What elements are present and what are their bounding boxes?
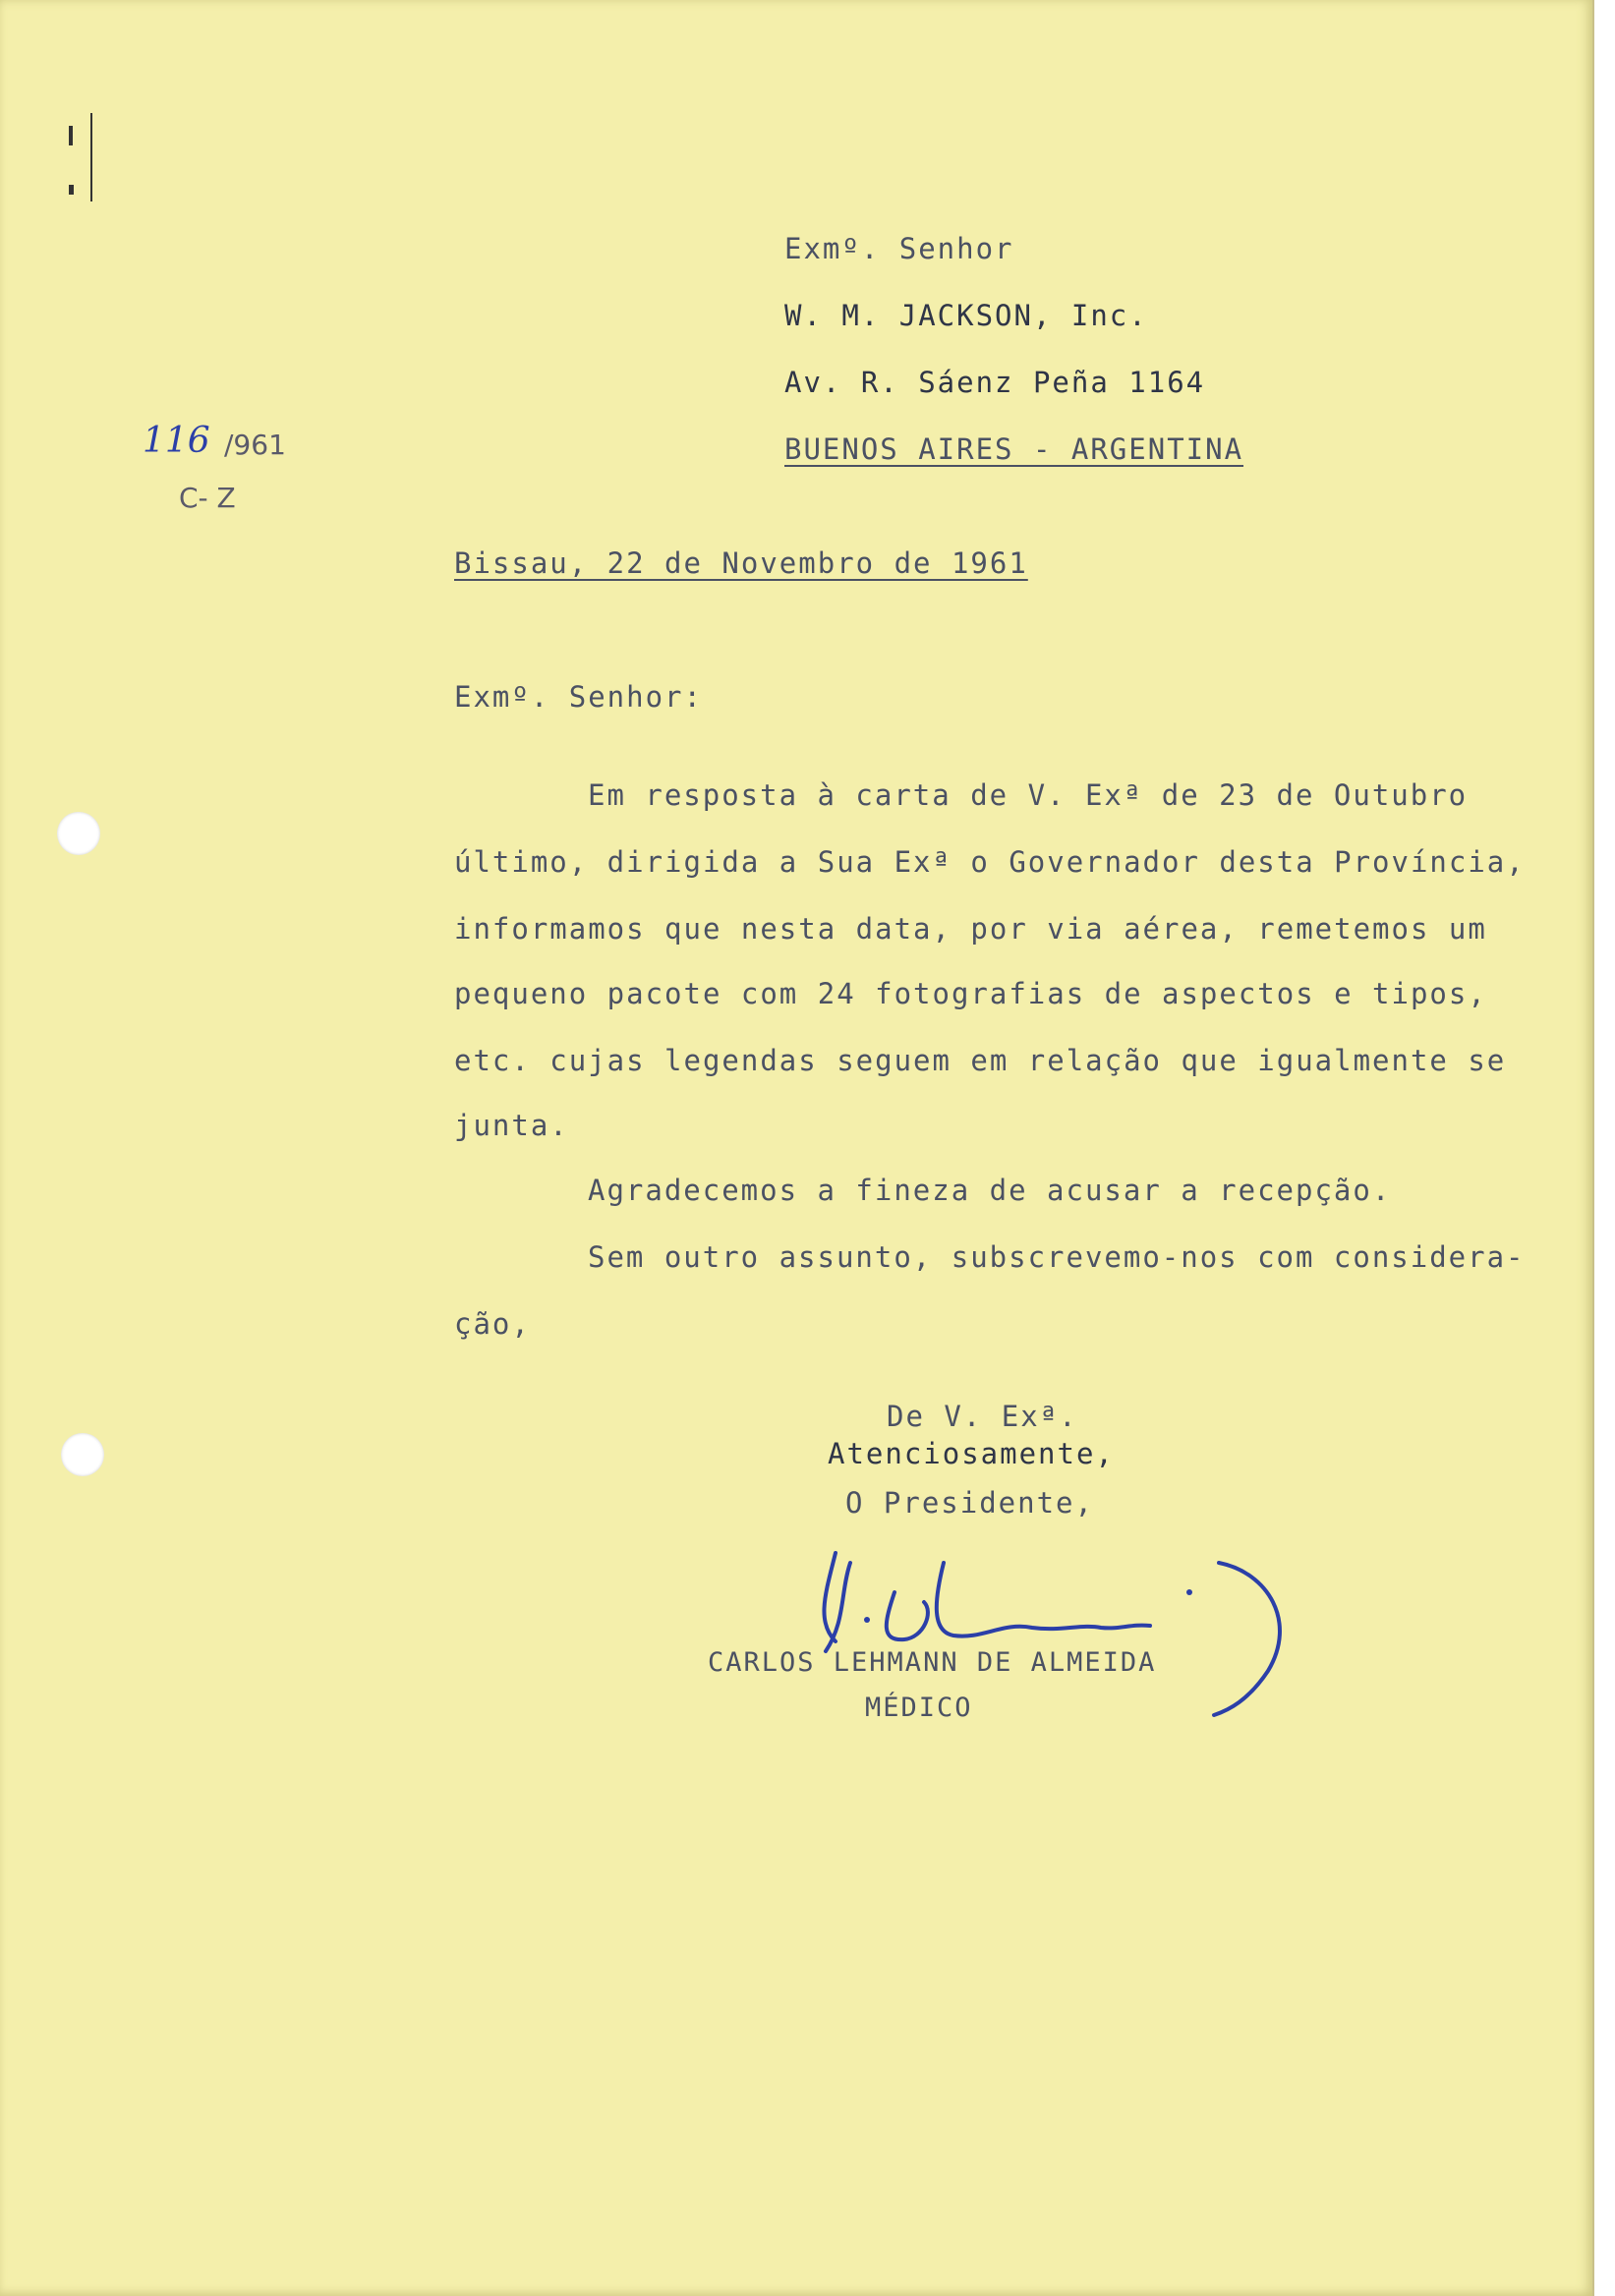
file-reference-year: /961 [224, 429, 286, 461]
closing-line: O Presidente, [845, 1486, 1094, 1520]
recipient-street: Av. R. Sáenz Peña 1164 [784, 366, 1206, 399]
date-line: Bissau, 22 de Novembro de 1961 [454, 546, 1028, 580]
body-line: pequeno pacote com 24 fotografias de aspectos e tipos, [454, 977, 1487, 1010]
body-line: Sem outro assunto, subscrevemo-nos com considera- [588, 1240, 1526, 1274]
body-line: etc. cujas legendas seguem em relação que igualmente se [454, 1044, 1507, 1077]
signatory-name: CARLOS LEHMANN DE ALMEIDA [708, 1647, 1157, 1678]
binder-mark [69, 185, 74, 195]
body-line: Em resposta à carta de V. Exª de 23 de Outubro [588, 778, 1469, 812]
body-line: ção, [454, 1307, 531, 1341]
punch-hole [61, 1433, 104, 1476]
file-reference-code: C- Z [179, 482, 236, 514]
greeting: Exmº. Senhor: [454, 680, 703, 714]
recipient-salutation: Exmº. Senhor [784, 232, 1014, 265]
closing-line: De V. Exª. [887, 1400, 1078, 1433]
binder-mark [90, 113, 92, 201]
closing-line: Atenciosamente, [828, 1437, 1115, 1470]
body-paragraph-thanks: Agradecemos a fineza de acusar a recepção. [588, 1174, 1392, 1207]
binder-mark [69, 126, 73, 145]
body-line: informamos que nesta data, por via aérea, remetemos um [454, 912, 1487, 946]
body-line: junta. [454, 1109, 569, 1142]
recipient-city: BUENOS AIRES - ARGENTINA [784, 432, 1244, 466]
punch-hole [57, 812, 100, 855]
body-line: último, dirigida a Sua Exª o Governador desta Província, [454, 845, 1526, 879]
recipient-name: W. M. JACKSON, Inc. [784, 299, 1148, 332]
file-reference-number: 116 [143, 421, 210, 461]
page-edge-background [1592, 0, 1615, 2296]
signatory-title: MÉDICO [865, 1693, 973, 1723]
